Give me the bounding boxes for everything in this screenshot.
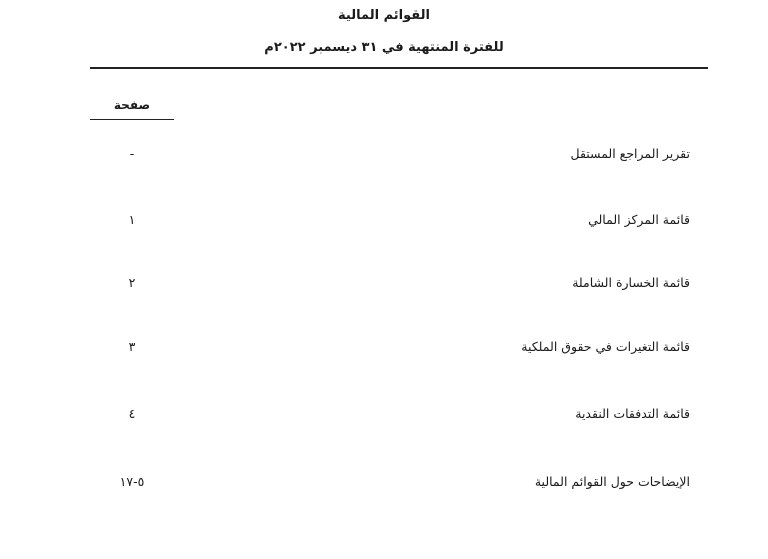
contents-row-cash-flows	[90, 406, 690, 428]
document-subtitle: للفترة المنتهية في ٣١ ديسمبر ٢٠٢٢م	[264, 40, 504, 55]
document-title: القوائم المالية	[338, 8, 430, 23]
contents-item-label: قائمة الخسارة الشاملة	[572, 275, 690, 290]
contents-item-label: قائمة المركز المالي	[588, 212, 690, 227]
contents-item-page: ١	[128, 212, 136, 227]
contents-row-financial-position	[90, 212, 690, 234]
contents-item-label: قائمة التغيرات في حقوق الملكية	[521, 339, 690, 354]
contents-item-page: -	[129, 146, 135, 161]
contents-item-label: قائمة التدفقات النقدية	[575, 406, 690, 421]
contents-row-changes-in-equity	[90, 339, 690, 361]
contents-item-page: ٣	[128, 339, 136, 354]
contents-row-comprehensive-loss	[90, 275, 690, 297]
contents-item-page: ٥-١٧	[119, 474, 145, 489]
header-divider	[90, 67, 708, 69]
contents-item-page: ٢	[128, 275, 136, 290]
contents-item-label: الإيضاحات حول القوائم المالية	[534, 474, 690, 489]
page-column-underline	[90, 119, 174, 120]
contents-item-page: ٤	[128, 406, 136, 421]
contents-item-label: تقرير المراجع المستقل	[570, 146, 690, 161]
contents-row-notes	[90, 474, 690, 496]
contents-row-auditor-report	[90, 146, 690, 168]
page-column-header: صفحة	[113, 98, 151, 112]
